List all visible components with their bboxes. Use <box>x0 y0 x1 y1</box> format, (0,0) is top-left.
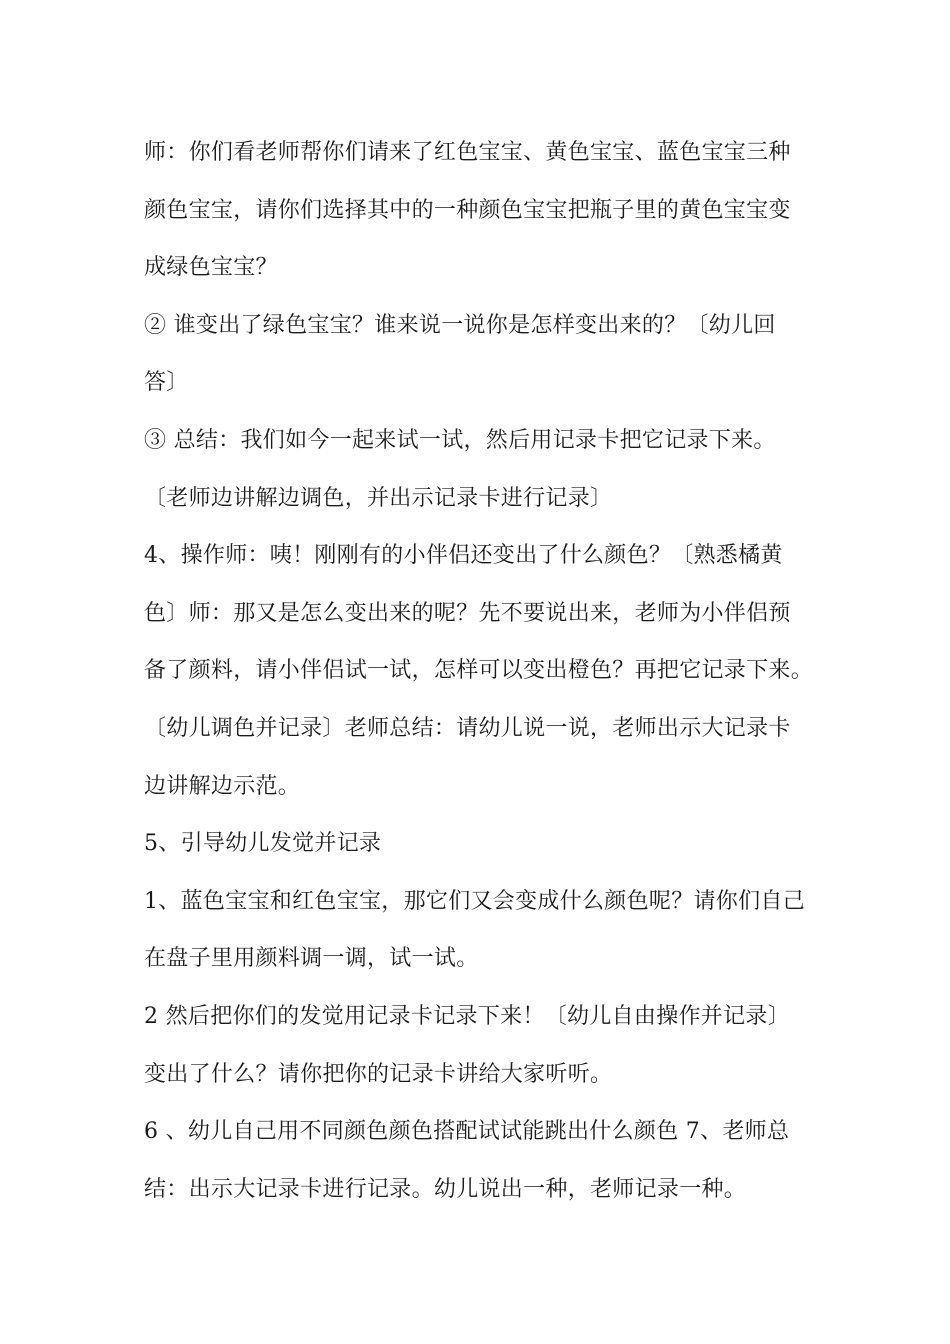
text-line: 4、操作师：咦！刚刚有的小伴侣还变出了什么颜色？〔熟悉橘黄 <box>144 543 783 569</box>
text-line: 2 然后把你们的发觉用记录卡记录下来！〔幼儿自由操作并记录〕 <box>144 1003 790 1029</box>
text-line: ③ 总结：我们如今一起来试一试，然后用记录卡把它记录下来。 <box>144 427 776 453</box>
text-line: 师：你们看老师帮你们请来了红色宝宝、黄色宝宝、蓝色宝宝三种 <box>144 140 791 165</box>
text-line: 在盘子里用颜料调一调，试一试。 <box>144 946 479 972</box>
text-line: 1、蓝色宝宝和红色宝宝，那它们又会变成什么颜色呢？请你们自己 <box>144 888 805 914</box>
text-line: 〔幼儿调色并记录〕老师总结：请幼儿说一说，老师出示大记录卡 <box>144 715 791 741</box>
text-line: 5、引导幼儿发觉并记录 <box>144 831 382 857</box>
text-line: 边讲解边示范。 <box>144 773 301 799</box>
document-body <box>144 133 834 1227</box>
text-line: 成绿色宝宝？ <box>144 255 278 281</box>
text-line: 色〕师：那又是怎么变出来的呢？先不要说出来，老师为小伴侣预 <box>144 600 791 626</box>
text-line: 颜色宝宝，请你们选择其中的一种颜色宝宝把瓶子里的黄色宝宝变 <box>144 197 791 223</box>
text-line: 答〕 <box>144 370 189 396</box>
text-line: 结：出示大记录卡进行记录。幼儿说出一种，老师记录一种。 <box>144 1176 747 1202</box>
text-line: 〔老师边讲解边调色，并出示记录卡进行记录〕 <box>144 485 613 511</box>
text-line: 6 、幼儿自己用不同颜色颜色搭配试试能跳出什么颜色 7、老师总 <box>144 1119 790 1145</box>
text-line: 变出了什么？请你把你的记录卡讲给大家听听。 <box>144 1061 613 1087</box>
text-line: ② 谁变出了绿色宝宝？谁来说一说你是怎样变出来的？〔幼儿回 <box>144 312 776 338</box>
text-line: 备了颜料，请小伴侣试一试，怎样可以变出橙色？再把它记录下来。 <box>144 658 814 684</box>
